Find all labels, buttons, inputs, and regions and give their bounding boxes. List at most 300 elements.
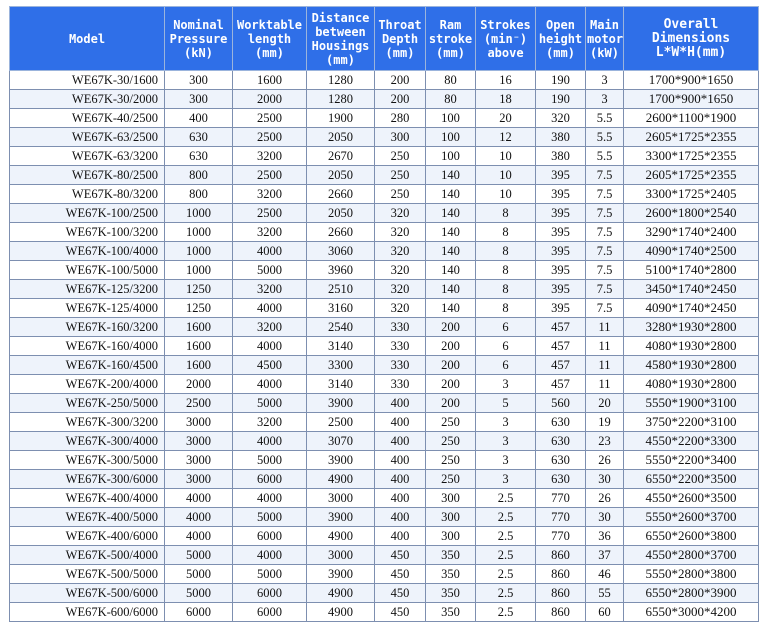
cell-worktable-length: 4000	[233, 242, 307, 261]
cell-main-motor: 7.5	[586, 280, 624, 299]
cell-worktable-length: 1600	[233, 71, 307, 90]
cell-main-motor: 55	[586, 584, 624, 603]
cell-nominal-pressure: 6000	[165, 603, 233, 622]
cell-strokes: 6	[476, 337, 536, 356]
cell-ram-stroke: 140	[426, 261, 476, 280]
cell-worktable-length: 3200	[233, 413, 307, 432]
cell-main-motor: 11	[586, 356, 624, 375]
cell-ram-stroke: 300	[426, 527, 476, 546]
cell-throat-depth: 450	[375, 584, 426, 603]
cell-strokes: 10	[476, 185, 536, 204]
cell-overall-dimensions: 4550*2200*3300	[624, 432, 759, 451]
cell-throat-depth: 450	[375, 546, 426, 565]
table-row	[10, 280, 759, 299]
cell-ram-stroke: 250	[426, 470, 476, 489]
table-row	[10, 375, 759, 394]
cell-throat-depth: 400	[375, 508, 426, 527]
cell-distance-between-housings: 3070	[307, 432, 375, 451]
cell-model: WE67K-125/3200	[10, 280, 165, 299]
table-body	[10, 71, 759, 622]
cell-model: WE67K-500/4000	[10, 546, 165, 565]
cell-throat-depth: 400	[375, 413, 426, 432]
cell-throat-depth: 320	[375, 242, 426, 261]
cell-overall-dimensions: 5100*1740*2800	[624, 261, 759, 280]
cell-throat-depth: 250	[375, 147, 426, 166]
cell-worktable-length: 3200	[233, 147, 307, 166]
cell-open-height: 860	[536, 603, 586, 622]
cell-model: WE67K-300/5000	[10, 451, 165, 470]
table-row	[10, 527, 759, 546]
cell-strokes: 10	[476, 166, 536, 185]
cell-strokes: 2.5	[476, 546, 536, 565]
cell-throat-depth: 330	[375, 356, 426, 375]
cell-model: WE67K-30/2000	[10, 90, 165, 109]
cell-ram-stroke: 100	[426, 109, 476, 128]
cell-strokes: 12	[476, 128, 536, 147]
cell-strokes: 8	[476, 223, 536, 242]
cell-open-height: 770	[536, 527, 586, 546]
cell-strokes: 8	[476, 242, 536, 261]
cell-nominal-pressure: 400	[165, 109, 233, 128]
cell-strokes: 18	[476, 90, 536, 109]
cell-model: WE67K-300/6000	[10, 470, 165, 489]
cell-open-height: 395	[536, 166, 586, 185]
cell-throat-depth: 200	[375, 71, 426, 90]
cell-ram-stroke: 250	[426, 451, 476, 470]
table-row	[10, 90, 759, 109]
table-row	[10, 223, 759, 242]
cell-strokes: 8	[476, 261, 536, 280]
cell-ram-stroke: 140	[426, 299, 476, 318]
header-throat-depth: Throat Depth (mm)	[375, 7, 426, 71]
cell-distance-between-housings: 3900	[307, 451, 375, 470]
cell-main-motor: 5.5	[586, 109, 624, 128]
cell-strokes: 8	[476, 280, 536, 299]
cell-worktable-length: 4500	[233, 356, 307, 375]
cell-main-motor: 7.5	[586, 204, 624, 223]
cell-distance-between-housings: 2050	[307, 128, 375, 147]
cell-open-height: 395	[536, 242, 586, 261]
cell-main-motor: 30	[586, 470, 624, 489]
table-row	[10, 204, 759, 223]
cell-throat-depth: 400	[375, 451, 426, 470]
cell-throat-depth: 320	[375, 204, 426, 223]
cell-distance-between-housings: 2050	[307, 166, 375, 185]
cell-strokes: 3	[476, 413, 536, 432]
cell-main-motor: 11	[586, 318, 624, 337]
cell-nominal-pressure: 1600	[165, 356, 233, 375]
cell-worktable-length: 3200	[233, 185, 307, 204]
cell-open-height: 630	[536, 470, 586, 489]
cell-nominal-pressure: 1000	[165, 204, 233, 223]
table-row	[10, 299, 759, 318]
cell-open-height: 630	[536, 451, 586, 470]
cell-model: WE67K-400/6000	[10, 527, 165, 546]
cell-overall-dimensions: 3290*1740*2400	[624, 223, 759, 242]
cell-overall-dimensions: 2600*1800*2540	[624, 204, 759, 223]
cell-throat-depth: 330	[375, 318, 426, 337]
cell-main-motor: 30	[586, 508, 624, 527]
table-row	[10, 166, 759, 185]
cell-ram-stroke: 140	[426, 242, 476, 261]
cell-distance-between-housings: 3140	[307, 375, 375, 394]
cell-worktable-length: 5000	[233, 261, 307, 280]
cell-open-height: 395	[536, 204, 586, 223]
cell-main-motor: 37	[586, 546, 624, 565]
cell-throat-depth: 400	[375, 489, 426, 508]
cell-strokes: 2.5	[476, 489, 536, 508]
header-main-motor: Main motor (kW)	[586, 7, 624, 71]
cell-overall-dimensions: 4090*1740*2500	[624, 242, 759, 261]
cell-strokes: 2.5	[476, 508, 536, 527]
cell-ram-stroke: 350	[426, 546, 476, 565]
cell-strokes: 3	[476, 451, 536, 470]
cell-throat-depth: 320	[375, 299, 426, 318]
cell-worktable-length: 5000	[233, 565, 307, 584]
cell-overall-dimensions: 2600*1100*1900	[624, 109, 759, 128]
cell-main-motor: 26	[586, 489, 624, 508]
cell-ram-stroke: 140	[426, 223, 476, 242]
cell-main-motor: 7.5	[586, 261, 624, 280]
cell-throat-depth: 400	[375, 527, 426, 546]
cell-overall-dimensions: 3280*1930*2800	[624, 318, 759, 337]
cell-nominal-pressure: 3000	[165, 432, 233, 451]
cell-open-height: 395	[536, 299, 586, 318]
cell-strokes: 6	[476, 318, 536, 337]
cell-nominal-pressure: 3000	[165, 413, 233, 432]
cell-overall-dimensions: 4550*2600*3500	[624, 489, 759, 508]
cell-worktable-length: 4000	[233, 299, 307, 318]
cell-distance-between-housings: 4900	[307, 470, 375, 489]
cell-open-height: 770	[536, 508, 586, 527]
cell-nominal-pressure: 800	[165, 185, 233, 204]
cell-throat-depth: 320	[375, 261, 426, 280]
cell-ram-stroke: 100	[426, 128, 476, 147]
cell-model: WE67K-100/4000	[10, 242, 165, 261]
cell-strokes: 8	[476, 204, 536, 223]
cell-model: WE67K-80/3200	[10, 185, 165, 204]
header-distance-between-housings: Distance between Housings (mm)	[307, 7, 375, 71]
cell-nominal-pressure: 5000	[165, 565, 233, 584]
cell-overall-dimensions: 1700*900*1650	[624, 71, 759, 90]
cell-ram-stroke: 140	[426, 204, 476, 223]
cell-model: WE67K-500/5000	[10, 565, 165, 584]
table-row	[10, 546, 759, 565]
table-row	[10, 71, 759, 90]
cell-worktable-length: 2500	[233, 109, 307, 128]
cell-strokes: 3	[476, 470, 536, 489]
cell-model: WE67K-160/4500	[10, 356, 165, 375]
table-row	[10, 508, 759, 527]
cell-main-motor: 7.5	[586, 223, 624, 242]
cell-worktable-length: 4000	[233, 337, 307, 356]
cell-strokes: 3	[476, 432, 536, 451]
table-row	[10, 356, 759, 375]
cell-open-height: 860	[536, 546, 586, 565]
cell-strokes: 2.5	[476, 527, 536, 546]
cell-ram-stroke: 200	[426, 337, 476, 356]
cell-worktable-length: 5000	[233, 508, 307, 527]
cell-overall-dimensions: 3750*2200*3100	[624, 413, 759, 432]
cell-nominal-pressure: 4000	[165, 527, 233, 546]
cell-worktable-length: 2000	[233, 90, 307, 109]
cell-model: WE67K-100/5000	[10, 261, 165, 280]
cell-nominal-pressure: 1600	[165, 318, 233, 337]
cell-worktable-length: 5000	[233, 451, 307, 470]
cell-distance-between-housings: 1900	[307, 109, 375, 128]
cell-open-height: 395	[536, 185, 586, 204]
cell-worktable-length: 4000	[233, 432, 307, 451]
cell-nominal-pressure: 630	[165, 128, 233, 147]
cell-main-motor: 7.5	[586, 242, 624, 261]
table-row	[10, 185, 759, 204]
cell-distance-between-housings: 2670	[307, 147, 375, 166]
cell-ram-stroke: 200	[426, 375, 476, 394]
cell-worktable-length: 4000	[233, 489, 307, 508]
cell-distance-between-housings: 2500	[307, 413, 375, 432]
cell-main-motor: 3	[586, 71, 624, 90]
cell-distance-between-housings: 2050	[307, 204, 375, 223]
cell-strokes: 2.5	[476, 565, 536, 584]
cell-throat-depth: 450	[375, 603, 426, 622]
cell-worktable-length: 6000	[233, 603, 307, 622]
cell-main-motor: 11	[586, 375, 624, 394]
cell-nominal-pressure: 2500	[165, 394, 233, 413]
cell-worktable-length: 2500	[233, 204, 307, 223]
cell-main-motor: 11	[586, 337, 624, 356]
table-row	[10, 147, 759, 166]
cell-main-motor: 5.5	[586, 128, 624, 147]
cell-ram-stroke: 200	[426, 318, 476, 337]
cell-open-height: 457	[536, 318, 586, 337]
cell-open-height: 630	[536, 413, 586, 432]
cell-worktable-length: 2500	[233, 128, 307, 147]
cell-overall-dimensions: 3300*1725*2405	[624, 185, 759, 204]
cell-open-height: 380	[536, 147, 586, 166]
table-row	[10, 413, 759, 432]
table-row	[10, 109, 759, 128]
cell-nominal-pressure: 300	[165, 71, 233, 90]
cell-strokes: 16	[476, 71, 536, 90]
cell-ram-stroke: 300	[426, 489, 476, 508]
cell-ram-stroke: 250	[426, 432, 476, 451]
table-row	[10, 565, 759, 584]
cell-nominal-pressure: 300	[165, 90, 233, 109]
cell-overall-dimensions: 4080*1930*2800	[624, 337, 759, 356]
cell-open-height: 395	[536, 280, 586, 299]
cell-overall-dimensions: 5550*2200*3400	[624, 451, 759, 470]
cell-worktable-length: 5000	[233, 394, 307, 413]
cell-overall-dimensions: 5550*2800*3800	[624, 565, 759, 584]
cell-distance-between-housings: 3000	[307, 489, 375, 508]
cell-main-motor: 3	[586, 90, 624, 109]
cell-worktable-length: 3200	[233, 280, 307, 299]
cell-main-motor: 23	[586, 432, 624, 451]
table-row	[10, 432, 759, 451]
cell-overall-dimensions: 4550*2800*3700	[624, 546, 759, 565]
table-row	[10, 584, 759, 603]
cell-worktable-length: 2500	[233, 166, 307, 185]
cell-throat-depth: 400	[375, 470, 426, 489]
cell-ram-stroke: 140	[426, 185, 476, 204]
cell-distance-between-housings: 3900	[307, 565, 375, 584]
cell-throat-depth: 330	[375, 337, 426, 356]
cell-main-motor: 7.5	[586, 299, 624, 318]
cell-model: WE67K-63/3200	[10, 147, 165, 166]
cell-throat-depth: 450	[375, 565, 426, 584]
cell-nominal-pressure: 2000	[165, 375, 233, 394]
cell-nominal-pressure: 5000	[165, 546, 233, 565]
cell-worktable-length: 3200	[233, 223, 307, 242]
cell-open-height: 860	[536, 565, 586, 584]
header-row	[10, 7, 759, 71]
cell-overall-dimensions: 4580*1930*2800	[624, 356, 759, 375]
table-row	[10, 451, 759, 470]
table-row	[10, 128, 759, 147]
header-overall-dimensions: Overall Dimensions L*W*H(mm)	[624, 7, 759, 71]
cell-distance-between-housings: 1280	[307, 71, 375, 90]
cell-main-motor: 7.5	[586, 166, 624, 185]
press-brake-spec-table	[9, 6, 759, 622]
cell-nominal-pressure: 630	[165, 147, 233, 166]
cell-throat-depth: 330	[375, 375, 426, 394]
cell-ram-stroke: 350	[426, 603, 476, 622]
cell-worktable-length: 4000	[233, 375, 307, 394]
cell-throat-depth: 280	[375, 109, 426, 128]
cell-model: WE67K-600/6000	[10, 603, 165, 622]
cell-ram-stroke: 350	[426, 584, 476, 603]
cell-main-motor: 26	[586, 451, 624, 470]
cell-throat-depth: 320	[375, 223, 426, 242]
cell-strokes: 8	[476, 299, 536, 318]
cell-overall-dimensions: 6550*2600*3800	[624, 527, 759, 546]
cell-model: WE67K-160/4000	[10, 337, 165, 356]
cell-nominal-pressure: 3000	[165, 470, 233, 489]
cell-distance-between-housings: 3300	[307, 356, 375, 375]
cell-overall-dimensions: 1700*900*1650	[624, 90, 759, 109]
cell-throat-depth: 320	[375, 280, 426, 299]
cell-open-height: 860	[536, 584, 586, 603]
cell-throat-depth: 200	[375, 90, 426, 109]
cell-nominal-pressure: 1000	[165, 223, 233, 242]
cell-distance-between-housings: 4900	[307, 527, 375, 546]
cell-model: WE67K-63/2500	[10, 128, 165, 147]
cell-worktable-length: 6000	[233, 584, 307, 603]
table-row	[10, 489, 759, 508]
cell-open-height: 560	[536, 394, 586, 413]
header-strokes: Strokes (min⁻) above	[476, 7, 536, 71]
cell-model: WE67K-400/5000	[10, 508, 165, 527]
cell-distance-between-housings: 3060	[307, 242, 375, 261]
cell-worktable-length: 3200	[233, 318, 307, 337]
cell-model: WE67K-300/4000	[10, 432, 165, 451]
cell-distance-between-housings: 3160	[307, 299, 375, 318]
header-ram-stroke: Ram stroke (mm)	[426, 7, 476, 71]
cell-model: WE67K-160/3200	[10, 318, 165, 337]
cell-model: WE67K-100/2500	[10, 204, 165, 223]
cell-nominal-pressure: 1600	[165, 337, 233, 356]
cell-model: WE67K-400/4000	[10, 489, 165, 508]
cell-model: WE67K-200/4000	[10, 375, 165, 394]
cell-distance-between-housings: 4900	[307, 603, 375, 622]
table-row	[10, 603, 759, 622]
cell-open-height: 380	[536, 128, 586, 147]
cell-open-height: 457	[536, 337, 586, 356]
cell-main-motor: 5.5	[586, 147, 624, 166]
table-row	[10, 470, 759, 489]
cell-main-motor: 19	[586, 413, 624, 432]
cell-distance-between-housings: 3900	[307, 394, 375, 413]
header-open-height: Open height (mm)	[536, 7, 586, 71]
cell-worktable-length: 4000	[233, 546, 307, 565]
cell-strokes: 2.5	[476, 603, 536, 622]
cell-ram-stroke: 300	[426, 508, 476, 527]
cell-ram-stroke: 80	[426, 90, 476, 109]
cell-open-height: 457	[536, 356, 586, 375]
cell-distance-between-housings: 2540	[307, 318, 375, 337]
cell-nominal-pressure: 3000	[165, 451, 233, 470]
cell-throat-depth: 400	[375, 432, 426, 451]
cell-nominal-pressure: 1000	[165, 261, 233, 280]
cell-model: WE67K-80/2500	[10, 166, 165, 185]
cell-overall-dimensions: 6550*3000*4200	[624, 603, 759, 622]
cell-overall-dimensions: 6550*2800*3900	[624, 584, 759, 603]
cell-main-motor: 7.5	[586, 185, 624, 204]
cell-throat-depth: 400	[375, 394, 426, 413]
cell-model: WE67K-250/5000	[10, 394, 165, 413]
cell-ram-stroke: 200	[426, 394, 476, 413]
cell-distance-between-housings: 4900	[307, 584, 375, 603]
cell-throat-depth: 250	[375, 185, 426, 204]
cell-model: WE67K-125/4000	[10, 299, 165, 318]
table-row	[10, 394, 759, 413]
cell-overall-dimensions: 3300*1725*2355	[624, 147, 759, 166]
cell-model: WE67K-30/1600	[10, 71, 165, 90]
cell-distance-between-housings: 1280	[307, 90, 375, 109]
cell-strokes: 5	[476, 394, 536, 413]
cell-ram-stroke: 80	[426, 71, 476, 90]
cell-nominal-pressure: 5000	[165, 584, 233, 603]
cell-overall-dimensions: 2605*1725*2355	[624, 128, 759, 147]
spec-table-container	[9, 6, 758, 623]
table-row	[10, 337, 759, 356]
cell-model: WE67K-500/6000	[10, 584, 165, 603]
cell-distance-between-housings: 2660	[307, 223, 375, 242]
header-model: Model	[10, 7, 165, 71]
cell-worktable-length: 6000	[233, 527, 307, 546]
cell-open-height: 190	[536, 71, 586, 90]
cell-distance-between-housings: 3960	[307, 261, 375, 280]
cell-main-motor: 20	[586, 394, 624, 413]
cell-distance-between-housings: 3140	[307, 337, 375, 356]
cell-open-height: 457	[536, 375, 586, 394]
cell-overall-dimensions: 6550*2200*3500	[624, 470, 759, 489]
cell-main-motor: 46	[586, 565, 624, 584]
cell-distance-between-housings: 2660	[307, 185, 375, 204]
cell-ram-stroke: 250	[426, 413, 476, 432]
cell-ram-stroke: 140	[426, 280, 476, 299]
cell-main-motor: 36	[586, 527, 624, 546]
cell-open-height: 395	[536, 261, 586, 280]
cell-nominal-pressure: 1250	[165, 280, 233, 299]
cell-nominal-pressure: 4000	[165, 508, 233, 527]
cell-open-height: 630	[536, 432, 586, 451]
cell-distance-between-housings: 2510	[307, 280, 375, 299]
cell-overall-dimensions: 5550*1900*3100	[624, 394, 759, 413]
cell-ram-stroke: 140	[426, 166, 476, 185]
cell-ram-stroke: 350	[426, 565, 476, 584]
cell-main-motor: 60	[586, 603, 624, 622]
